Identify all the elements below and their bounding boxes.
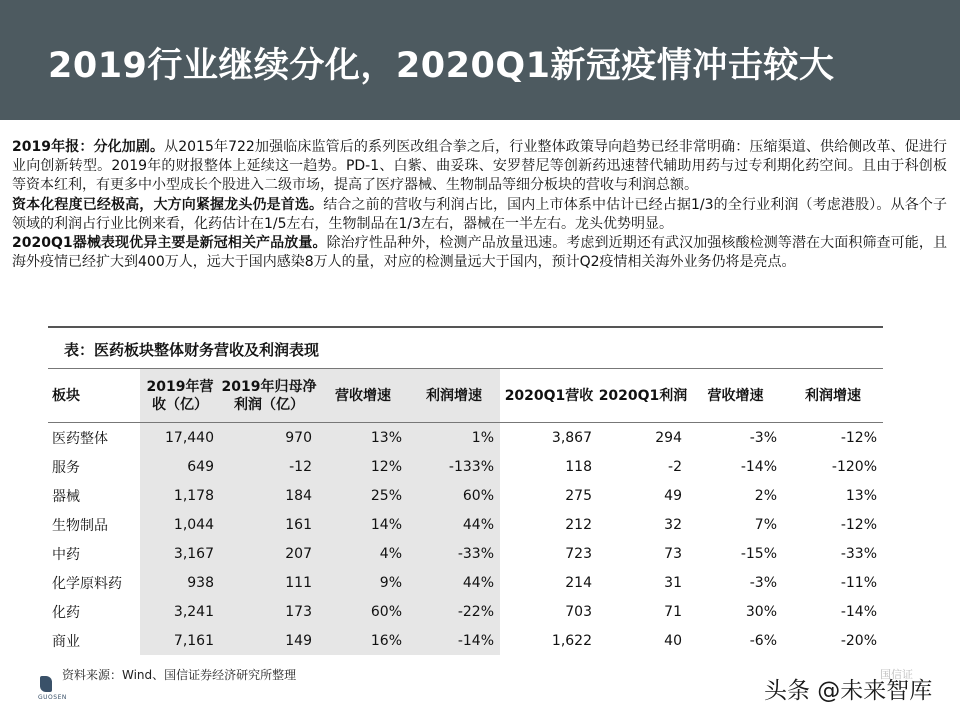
value-cell: -133% — [408, 452, 500, 481]
value-cell: -14% — [740, 458, 777, 475]
value-cell: 30% — [745, 603, 777, 620]
sector-name-cell: 中药 — [52, 546, 80, 563]
value-cell: 13% — [318, 423, 408, 453]
paragraph-capitalization — [12, 196, 947, 234]
value-cell: 73 — [664, 545, 682, 562]
value-cell: 1% — [408, 423, 500, 453]
table-row — [48, 539, 883, 568]
value-cell: 44% — [408, 568, 500, 597]
value-cell: -120% — [831, 458, 877, 475]
guosen-logo-icon — [40, 676, 52, 692]
table-row — [48, 452, 883, 481]
col-header-profit-growth-2019: 利润增速 — [408, 369, 500, 423]
value-cell: -20% — [840, 632, 877, 649]
value-cell: 49 — [664, 487, 682, 504]
value-cell: 1,178 — [140, 481, 220, 510]
footer — [0, 660, 960, 720]
col-header-profit-growth-2020q1: 利润增速 — [805, 387, 861, 404]
table-row — [48, 626, 883, 655]
value-cell: 60% — [318, 597, 408, 626]
logo-text: GUOSEN — [38, 694, 67, 701]
table-row — [48, 423, 883, 453]
sector-name-cell: 服务 — [52, 459, 80, 476]
col-header-profit-2019: 2019年归母净利润（亿） — [220, 369, 318, 423]
value-cell: 214 — [565, 574, 592, 591]
value-cell: 1,622 — [551, 632, 592, 649]
table-row — [48, 510, 883, 539]
paragraph-lead: 资本化程度已经极高，大方向紧握龙头仍是首选。 — [12, 196, 324, 213]
value-cell: 212 — [565, 516, 592, 533]
sector-name-cell: 生物制品 — [52, 517, 108, 534]
value-cell: -15% — [740, 545, 777, 562]
value-cell: 12% — [318, 452, 408, 481]
page-title: 2019行业继续分化，2020Q1新冠疫情冲击较大 — [48, 46, 835, 86]
value-cell: 703 — [565, 603, 592, 620]
value-cell: -14% — [840, 603, 877, 620]
col-header-profit-2020q1: 2020Q1利润 — [598, 387, 688, 404]
financial-table — [48, 368, 883, 655]
value-cell: 173 — [220, 597, 318, 626]
value-cell: 7% — [754, 516, 777, 533]
value-cell: 118 — [565, 458, 592, 475]
toutiao-watermark: 头条 @未来智库 — [764, 678, 933, 704]
paragraph-2019-annual — [12, 138, 947, 196]
paragraph-lead: 2019年报：分化加剧。 — [12, 139, 165, 155]
table-body — [48, 423, 883, 656]
value-cell: 275 — [565, 487, 592, 504]
summary-text — [12, 138, 947, 272]
value-cell: 4% — [318, 539, 408, 568]
value-cell: -12% — [840, 516, 877, 533]
value-cell: 184 — [220, 481, 318, 510]
col-header-sector: 板块 — [52, 387, 80, 404]
value-cell: -11% — [840, 574, 877, 591]
value-cell: 60% — [408, 481, 500, 510]
value-cell: 294 — [655, 429, 682, 446]
table-row — [48, 597, 883, 626]
value-cell: 16% — [318, 626, 408, 655]
value-cell: 3,167 — [140, 539, 220, 568]
value-cell: 149 — [220, 626, 318, 655]
value-cell: -2 — [668, 458, 682, 475]
value-cell: 32 — [664, 516, 682, 533]
col-header-revenue-2020q1: 2020Q1营收 — [504, 387, 594, 404]
sector-name-cell: 器械 — [52, 488, 80, 505]
paragraph-body: 从2015年722加强临床监管后的系列医改组合拳之后，行业整体政策导向趋势已经非常明确：压缩渠道、供给侧改革、促进行业向创新转型。2019年的财报整体上延续这一趋势。PD-1、白紫、曲妥珠、安罗替尼等创新药迅速替代辅助用药与过专利期化药空间。且由于科创板等资本红利，有更多中小型成长个股进入二级市场，提高了医疗器械、生物制品等细分板块的营收与利润总额。 — [12, 139, 947, 194]
value-cell: 207 — [220, 539, 318, 568]
value-cell: 3,867 — [551, 429, 592, 446]
value-cell: -12 — [220, 452, 318, 481]
value-cell: 7,161 — [140, 626, 220, 655]
value-cell: 3,241 — [140, 597, 220, 626]
sector-name-cell: 医药整体 — [52, 430, 108, 447]
sector-name-cell: 化药 — [52, 604, 80, 621]
paragraph-lead: 2020Q1器械表现优异主要是新冠相关产品放量。 — [12, 235, 327, 252]
value-cell: 649 — [140, 452, 220, 481]
table-header-row — [48, 369, 883, 423]
value-cell: 17,440 — [140, 423, 220, 453]
faded-watermark: 国信证 — [880, 668, 913, 681]
table-row — [48, 568, 883, 597]
col-header-revenue-2019: 2019年营收（亿） — [140, 369, 220, 423]
paragraph-body: 除治疗性品种外，检测产品放量迅速。考虑到近期还有武汉加强核酸检测等潜在大面积筛查可能，且海外疫情已经扩大到400万人，远大于国内感染8万人的量，对应的检测量远大于国内，预计Q2疫情相关海外业务仍将是亮点。 — [12, 235, 948, 271]
value-cell: -12% — [840, 429, 877, 446]
value-cell: 111 — [220, 568, 318, 597]
value-cell: 970 — [220, 423, 318, 453]
value-cell: -3% — [749, 429, 777, 446]
paragraph-body: 结合之前的营收与利润占比，国内上市体系中估计已经占据1/3的全行业利润（考虑港股）。从各个子领域的利润占行业比例来看，化药估计在1/5左右，生物制品在1/3左右，器械在一半左右。龙头优势明显。 — [12, 196, 948, 232]
value-cell: 1,044 — [140, 510, 220, 539]
value-cell: 71 — [664, 603, 682, 620]
value-cell: 161 — [220, 510, 318, 539]
financial-table-section — [48, 326, 883, 655]
source-note: 资料来源：Wind、国信证券经济研究所整理 — [62, 668, 297, 682]
table-row — [48, 481, 883, 510]
value-cell: -33% — [408, 539, 500, 568]
value-cell: 14% — [318, 510, 408, 539]
value-cell: 723 — [565, 545, 592, 562]
value-cell: -14% — [408, 626, 500, 655]
value-cell: 2% — [754, 487, 777, 504]
value-cell: 40 — [664, 632, 682, 649]
title-banner — [0, 0, 960, 120]
value-cell: 44% — [408, 510, 500, 539]
value-cell: -33% — [840, 545, 877, 562]
col-header-revenue-growth-2019: 营收增速 — [318, 369, 408, 423]
value-cell: -22% — [408, 597, 500, 626]
value-cell: 31 — [664, 574, 682, 591]
col-header-revenue-growth-2020q1: 营收增速 — [707, 387, 764, 404]
value-cell: -3% — [749, 574, 777, 591]
paragraph-2020q1 — [12, 234, 947, 272]
value-cell: 938 — [140, 568, 220, 597]
value-cell: 13% — [845, 487, 877, 504]
sector-name-cell: 化学原料药 — [52, 575, 122, 592]
sector-name-cell: 商业 — [52, 633, 80, 650]
value-cell: 25% — [318, 481, 408, 510]
value-cell: -6% — [749, 632, 777, 649]
value-cell: 9% — [318, 568, 408, 597]
table-title: 表：医药板块整体财务营收及利润表现 — [48, 326, 883, 368]
